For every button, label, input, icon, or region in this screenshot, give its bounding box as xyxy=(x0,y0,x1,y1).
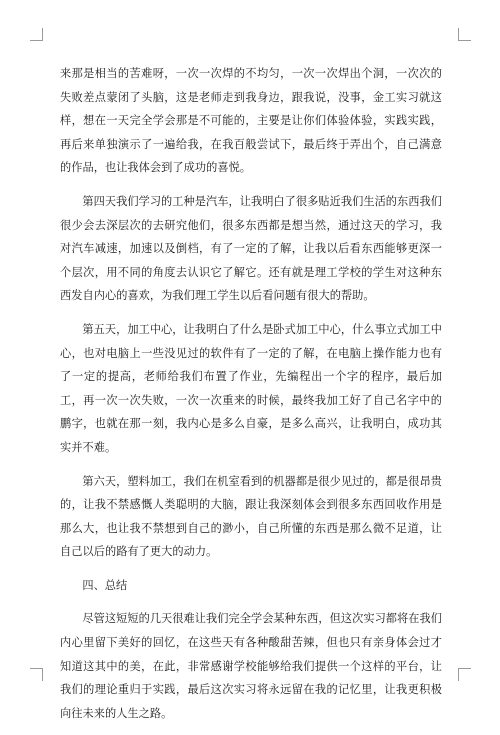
crop-mark-top-left xyxy=(30,28,43,41)
paragraph-welding: 来那是相当的苦难呀，一次一次焊的不均匀，一次一次焊出个洞，一次次的失败差点蒙闭了头脑，这是老师走到我身边，跟我说，没事，金工实习就这样，想在一天完全学会那是不可能的，主要是让你们体验体验，实践实践，再后来单独演示了一遍给我，在我百般尝试下，最后终于弄出个，自己满意的作品，也让我体会到了成功的喜悦。 xyxy=(60,67,442,175)
section-heading-summary: 四、总结 xyxy=(82,578,128,592)
document-body xyxy=(60,62,442,735)
crop-mark-bottom-left xyxy=(30,668,43,681)
paragraph-conclusion: 尽管这短短的几天很难让我们完全学会某种东西，但这次实习都将在我们内心里留下美好的回忆，在这些天有各种酸甜苦辣，但也只有亲身体会过才知道这其中的美，在此，非常感谢学校能够给我们提供一个这样的平台，让我们的理论重归于实践，最后这次实习将永远留在我的记忆里，让我更积极向往未来的人生之路。 xyxy=(60,612,442,720)
crop-mark-bottom-right xyxy=(458,668,471,681)
paragraph-day-five: 第五天，加工中心，让我明白了什么是卧式加工中心，什么事立式加工中心，也对电脑上一些没见过的软件有了一定的了解，在电脑上操作能力也有了一定的提高，老师给我们布置了作业，先编程出一个字的程序，最后加工，再一次一次失败，一次一次重来的时候，最终我加工好了自己名字中的鹏字，也就在那一刻，我内心是多么自豪，是多么高兴，让我明白，成功其实并不难。 xyxy=(60,322,442,454)
crop-mark-top-right xyxy=(458,28,471,41)
paragraph-day-four: 第四天我们学习的工种是汽车，让我明白了很多贴近我们生活的东西我们很少会去深层次的去研究他们，很多东西都是想当然，通过这天的学习，我对汽车减速，加速以及倒档，有了一定的了解，让我以后看东西能够更深一个层次，用不同的角度去认识它了解它。还有就是理工学校的学生对这种东西发自内心的喜欢，为我们理工学生以后看问题有很大的帮助。 xyxy=(60,194,442,303)
paragraph-day-six: 第六天，塑料加工，我们在机室看到的机器都是很少见过的，都是很昂贵的，让我不禁感慨人类聪明的大脑，跟让我深刻体会到很多东西回收作用是那么大，也让我不禁想到自己的渺小，自己所懂的东西是那么微不足道，让自己以后的路有了更大的动力。 xyxy=(60,474,442,559)
